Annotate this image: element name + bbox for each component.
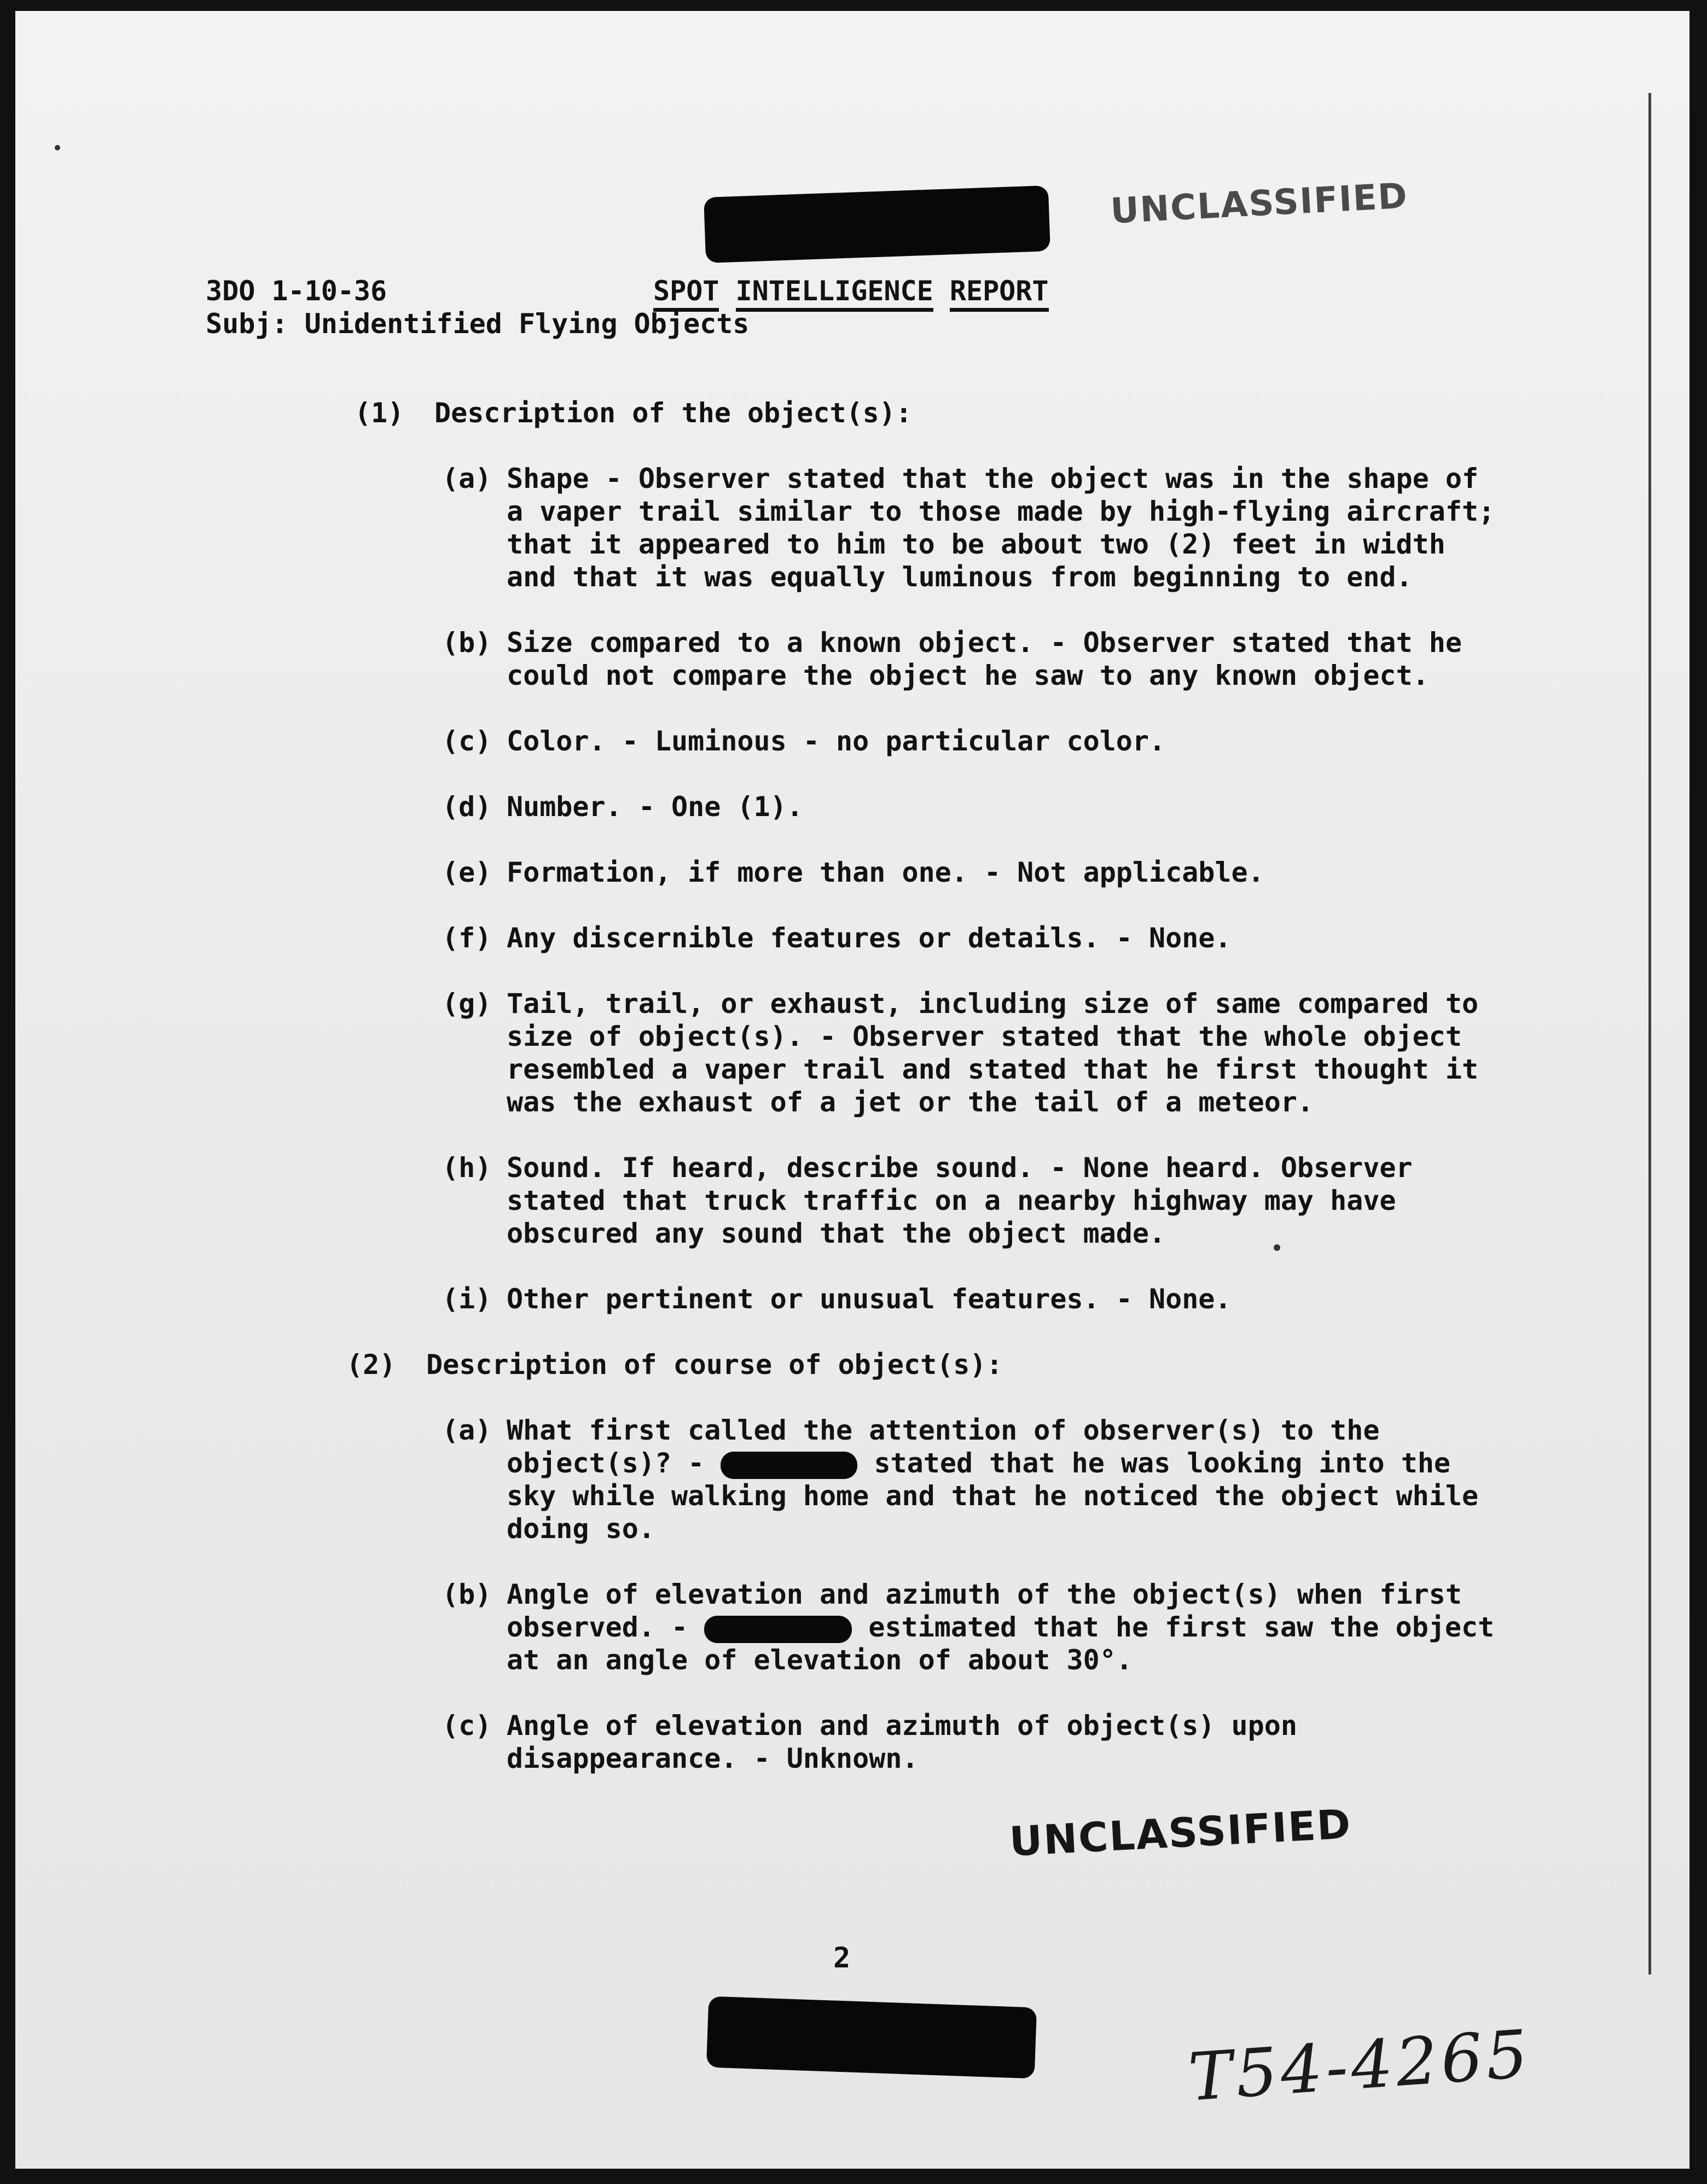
- item-text: Shape - Observer stated that the object was in the shape of a vaper trail similar to those made by high-flying aircraft; that it appeared to him to be about two (2) feet in width and that it was equally luminous from beginning to end.: [507, 463, 1495, 593]
- document-page: [15, 11, 1689, 2169]
- item-label: (a): [442, 463, 492, 494]
- handwritten-reference: T54-4265: [1186, 2016, 1534, 2116]
- item-text: Number. - One (1).: [507, 791, 803, 823]
- report-title: [653, 275, 1049, 307]
- item-text: Sound. If heard, describe sound. - None heard. Observer stated that truck traffic on a nearby highway may have obscured any sound that the object made.: [507, 1152, 1413, 1249]
- item-text: Color. - Luminous - no particular color.: [507, 725, 1166, 757]
- section-number: (1): [355, 397, 404, 429]
- redacted-name: [721, 1452, 857, 1479]
- speck: [1274, 1244, 1280, 1251]
- report-title-word: SPOT: [653, 275, 719, 312]
- section-title: Description of the object(s):: [434, 397, 912, 429]
- section-number: (2): [346, 1349, 396, 1381]
- item-text: Formation, if more than one. - Not applicable.: [507, 857, 1264, 888]
- page-edge-line: [1648, 93, 1651, 1975]
- item-label: (c): [442, 1710, 492, 1742]
- unclassified-stamp-top: UNCLASSIFIED: [1110, 176, 1409, 232]
- item-label: (h): [442, 1152, 492, 1184]
- item-label: (b): [442, 627, 492, 659]
- item-label: (i): [442, 1283, 492, 1315]
- item-text-part: Angle of elevation and azimuth of the object(s) when first observed. -: [507, 1579, 1462, 1643]
- item-label: (f): [442, 922, 492, 954]
- item-label: (b): [442, 1579, 492, 1610]
- item-text: Angle of elevation and azimuth of object(s) upon disappearance. - Unknown.: [507, 1710, 1297, 1774]
- item-text: Size compared to a known object. - Observer stated that he could not compare the object he saw to any known object.: [507, 627, 1462, 691]
- document-subject: Subj: Unidentified Flying Objects: [206, 308, 750, 340]
- page-number: 2: [833, 1942, 851, 1975]
- item-text-part: stated that he was looking into the sky while walking home and that he noticed the object while doing so.: [507, 1447, 1479, 1545]
- redaction-block-bottom: [706, 1996, 1037, 2079]
- item-text: Tail, trail, or exhaust, including size of same compared to size of object(s). - Observer stated that the whole object resembled a vaper trail and stated that he first thought it was the exhaust of a jet or the tail of a meteor.: [507, 988, 1479, 1118]
- redaction-block-top: [704, 185, 1050, 263]
- item-label: (e): [442, 857, 492, 888]
- item-label: (c): [442, 725, 492, 757]
- section-title: Description of course of object(s):: [426, 1349, 1003, 1381]
- report-title-word: INTELLIGENCE: [736, 275, 933, 312]
- item-label: (a): [442, 1414, 492, 1446]
- item-text: Any discernible features or details. - None.: [507, 922, 1232, 954]
- item-text-part: What first called the attention of observer(s) to the object(s)? -: [507, 1414, 1380, 1479]
- item-text: [507, 1414, 1508, 1545]
- speck: [55, 145, 60, 150]
- redacted-name: [704, 1616, 852, 1643]
- item-label: (d): [442, 791, 492, 823]
- item-text: [507, 1578, 1508, 1676]
- item-text: Other pertinent or unusual features. - None.: [507, 1283, 1232, 1315]
- report-title-word: REPORT: [950, 275, 1049, 312]
- item-label: (g): [442, 988, 492, 1020]
- unclassified-stamp-bottom: UNCLASSIFIED: [1008, 1801, 1353, 1866]
- item-text-part: estimated that he first saw the object at an angle of elevation of about 30°.: [507, 1611, 1495, 1676]
- document-reference: 3DO 1-10-36: [206, 275, 387, 307]
